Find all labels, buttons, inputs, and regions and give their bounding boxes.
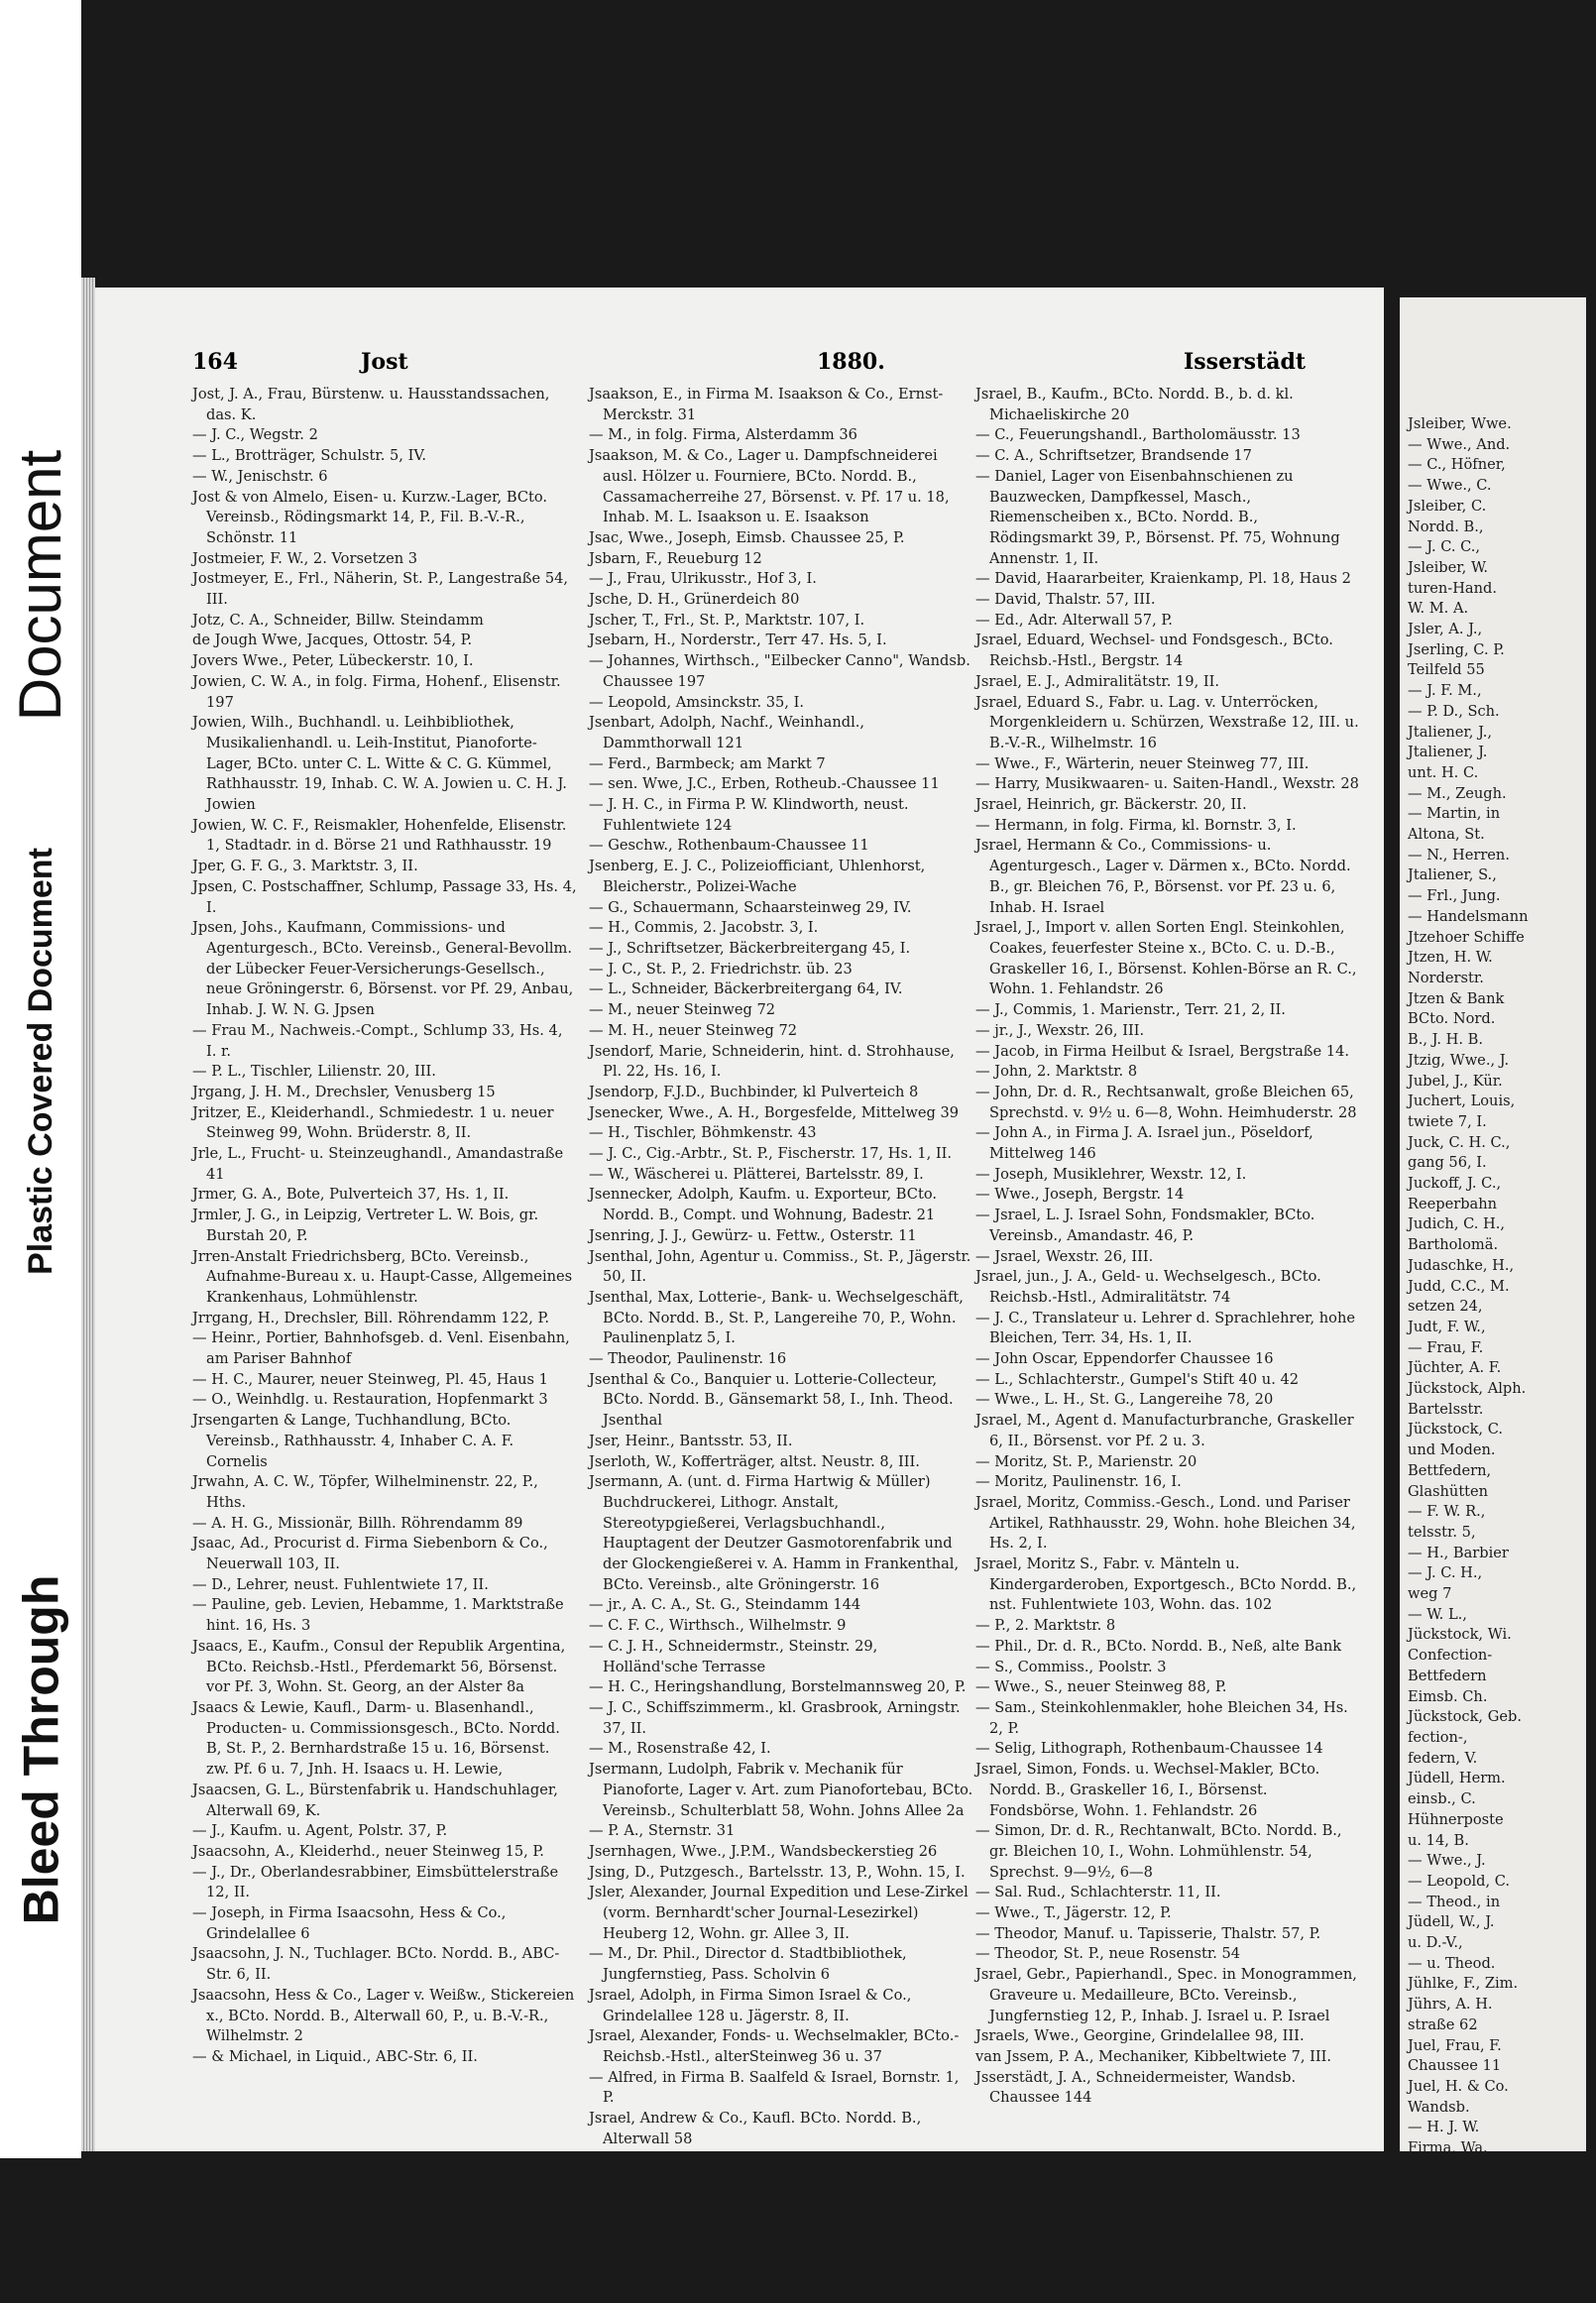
facing-page-line: twiete 7, I.: [1408, 1112, 1487, 1130]
directory-entry: — O., Weinhdlg. u. Restauration, Hopfenmarkt 3: [192, 1391, 548, 1409]
directory-entry: — M., in folg. Firma, Alsterdamm 36: [589, 426, 857, 444]
directory-entry: Jsaacsohn, J. N., Tuchlager. BCto. Nordd. B., ABC-Str. 6, II.: [192, 1945, 560, 1984]
directory-entry: Jsrael, B., Kaufm., BCto. Nordd. B., b. d. kl. Michaeliskirche 20: [975, 386, 1294, 423]
facing-page-line: Jückstock, Alph.: [1408, 1380, 1527, 1398]
facing-page-line: — Frl., Jung.: [1408, 887, 1501, 905]
directory-entry: Jpsen, C. Postschaffner, Schlump, Passage 33, Hs. 4, I.: [192, 877, 577, 916]
facing-page-line: Juck, C. H. C.,: [1408, 1133, 1511, 1151]
directory-entry: — L., Schneider, Bäckerbreitergang 64, IV.: [589, 980, 903, 998]
facing-page-line: Jührs, A. H.: [1408, 1996, 1493, 2014]
directory-entry: — sen. Wwe, J.C., Erben, Rotheub.-Chaussee 11: [589, 775, 940, 793]
facing-page-line: straße 62: [1408, 2015, 1478, 2033]
facing-page-line: Firma, Wa.: [1408, 2139, 1488, 2157]
facing-page-line: — Martin, in: [1408, 805, 1501, 823]
facing-page-line: — jun., C. J.: [1408, 2242, 1493, 2259]
facing-page-line: Jüdell, W., J.: [1408, 1913, 1495, 1931]
book-page-edges: [81, 278, 95, 2151]
directory-entry: Jowien, W. C. F., Reismakler, Hohenfelde, Elisenstr. 1, Stadtadr. in d. Börse 21 und Rathhausstr. 19: [192, 816, 567, 855]
directory-entry: — P., 2. Marktstr. 8: [975, 1617, 1116, 1635]
directory-entry: Jsenthal, Max, Lotterie-, Bank- u. Wechselgeschäft, BCto. Nordd. B., St. P., Langereihe 70, P., Wohn. Paulinenplatz 5, I.: [589, 1288, 964, 1347]
facing-page-line: — Wwe., J.: [1408, 1852, 1486, 1870]
directory-entry: — Wwe., F., Wärterin, neuer Steinweg 77, III.: [975, 754, 1310, 772]
directory-entry: — & Michael, in Liquid., ABC-Str. 6, II.: [192, 2047, 478, 2065]
directory-entry: — Phil., Dr. d. R., BCto. Nordd. B., Neß, alte Bank: [975, 1637, 1342, 1655]
directory-entry: Jowien, Wilh., Buchhandl. u. Leihbibliothek, Musikalienhandl. u. Leih-Institut, Pianoforte-Lager, BCto. unter C. L. Witte & C. G. Kümmel, Rathhausstr. 19, Inhab. C. W. A. Jowien u. C. H. J. Jowien: [192, 714, 567, 814]
facing-page-line: Jüdell, Herm.: [1408, 1770, 1506, 1787]
facing-page-line: W. M. A.: [1408, 600, 1469, 618]
directory-entry: Jrren-Anstalt Friedrichsberg, BCto. Vereinsb., Aufnahme-Bureau x. u. Haupt-Casse, Allgemeines Krankenhaus, Lohmühlenstr.: [192, 1247, 573, 1306]
directory-entry: Jsennecker, Adolph, Kaufm. u. Exporteur, BCto. Nordd. B., Compt. und Wohnung, Badestr. 21: [589, 1186, 937, 1224]
facing-page-line: Eimsb. Ch.: [1408, 1687, 1488, 1705]
facing-page-line: u. D.-V.,: [1408, 1934, 1463, 1952]
directory-entry: Jsaakson, M. & Co., Lager u. Dampfschneiderei ausl. Hölzer u. Fourniere, BCto. Nordd. B., Cassamacherreihe 27, Börsenst. v. Pf. 17 u. 18, Inhab. M. L. Isaakson u. E. Isaakson: [589, 447, 950, 526]
directory-entry: Jserloth, W., Kofferträger, altst. Neustr. 8, III.: [589, 1452, 920, 1470]
facing-page-line: — Leopold, C.: [1408, 1872, 1511, 1890]
directory-entry: — Daniel, Lager von Eisenbahnschienen zu Bauzwecken, Dampfkessel, Masch., Riemenscheiben x., BCto. Nordd. B., Rödingsmarkt 39, P., Börsenst. Pf. 75, Wohnung Annenstr. 1, II.: [975, 467, 1340, 567]
directory-entry: — Moritz, St. P., Marienstr. 20: [975, 1452, 1197, 1470]
header-year: 1880.: [817, 349, 885, 375]
facing-page-line: BCto. Nord.: [1408, 1010, 1496, 1028]
facing-page-line: Reeperbahn: [1408, 1195, 1498, 1212]
directory-entry: — Theodor, Paulinenstr. 16: [589, 1350, 787, 1368]
directory-entry: — Jacob, in Firma Heilbut & Israel, Bergstraße 14.: [975, 1042, 1350, 1060]
label-document-text: Document: [7, 449, 74, 721]
directory-entry: Jsaacs & Lewie, Kaufl., Darm- u. Blasenhandl., Producten- u. Commissionsgesch., BCto. Nordd. B, St. P., 2. Bernhardstraße 15 u. 16, Börsenst. zw. Pf. 6 u. 7, Jnh. H. Isaacs u. H. Lewie,: [192, 1699, 560, 1779]
directory-entry: — Hermann, in folg. Firma, kl. Bornstr. 3, I.: [975, 816, 1297, 834]
facing-page-lines: [1408, 414, 1596, 2303]
directory-entry: Jsenthal, John, Agentur u. Commiss., St. P., Jägerstr. 50, II.: [589, 1247, 971, 1286]
facing-page-line: — N., Herren.: [1408, 846, 1510, 864]
facing-page-line: Juchert, Louis,: [1408, 1093, 1516, 1110]
facing-page-line: Jtaliener, J.,: [1408, 723, 1493, 741]
directory-entry: — Ed., Adr. Alterwall 57, P.: [975, 611, 1173, 629]
directory-entry: Jsernhagen, Wwe., J.P.M., Wandsbeckerstieg 26: [589, 1842, 938, 1860]
facing-page-line: — H. J. W.: [1408, 2119, 1480, 2136]
directory-entry: Jsbarn, F., Reueburg 12: [589, 549, 762, 567]
directory-entry: — David, Thalstr. 57, III.: [975, 591, 1156, 609]
directory-entry: — Joseph, Musiklehrer, Wexstr. 12, I.: [975, 1165, 1247, 1183]
label-bleed-through-text: Bleed Through: [13, 1574, 69, 1925]
facing-page-line: — M., Zeugh.: [1408, 784, 1507, 802]
header-right-keyword: Isserstädt: [1184, 349, 1306, 375]
facing-page-line: — u. Theod.: [1408, 1954, 1496, 1972]
directory-entry: — J. C., St. P., 2. Friedrichstr. üb. 23: [589, 960, 853, 978]
facing-page-line: — Theod., in: [1408, 1893, 1501, 1910]
directory-entry: — C. J. H., Schneidermstr., Steinstr. 29, Holländ'sche Terrasse: [589, 1637, 878, 1675]
directory-entry: — Heinr., Portier, Bahnhofsgeb. d. Venl. Eisenbahn, am Pariser Bahnhof: [192, 1329, 570, 1368]
facing-page-line: Glashütten: [1408, 1482, 1489, 1500]
column-2: [589, 385, 973, 2149]
facing-page-line: weg 7: [1408, 1585, 1452, 1603]
directory-entry: — J. C., Schiffszimmerm., kl. Grasbrook, Arningstr. 37, II.: [589, 1699, 961, 1737]
facing-page-line: einsb., C.: [1408, 1790, 1476, 1808]
facing-page-line: — Wwe., And.: [1408, 435, 1511, 453]
facing-page-line: Bettfedern,: [1408, 1461, 1492, 1479]
directory-entry: Jsebarn, H., Norderstr., Terr 47. Hs. 5, I.: [589, 632, 887, 649]
directory-entry: — W., Jenischstr. 6: [192, 467, 328, 485]
directory-entry: — Wwe., T., Jägerstr. 12, P.: [975, 1904, 1172, 1922]
facing-page-line: Wandsb.: [1408, 2098, 1470, 2116]
directory-entry: — H. C., Maurer, neuer Steinweg, Pl. 45, Haus 1: [192, 1370, 548, 1388]
directory-entry: Jrsengarten & Lange, Tuchhandlung, BCto. Vereinsb., Rathhausstr. 4, Inhaber C. A. F. Cornelis: [192, 1412, 514, 1470]
directory-entry: — John Oscar, Eppendorfer Chaussee 16: [975, 1350, 1274, 1368]
directory-entry: — Alfred, in Firma B. Saalfeld & Israel, Bornstr. 1, P.: [589, 2068, 960, 2107]
facing-page-line: Norderstr.: [1408, 969, 1484, 986]
facing-page-line: Altona, St.: [1408, 826, 1485, 844]
facing-page-line: — H., Barbier: [1408, 1544, 1509, 1561]
directory-entry: Jsrael, Eduard S., Fabr. u. Lag. v. Unterröcken, Morgenkleidern u. Schürzen, Wexstraße 12, III. u. B.-V.-R., Wilhelmstr. 16: [975, 693, 1359, 751]
facing-page-line: und Moden.: [1408, 1441, 1496, 1459]
directory-entry: — J., Commis, 1. Marienstr., Terr. 21, 2, II.: [975, 1001, 1286, 1019]
directory-entry: — L., Schlachterstr., Gumpel's Stift 40 u. 42: [975, 1370, 1300, 1388]
directory-entry: Jsermann, A. (unt. d. Firma Hartwig & Müller) Buchdruckerei, Lithogr. Anstalt, Stereotypgießerei, Verlagsbuchhandl., Hauptagent der Deutzer Gasmotorenfabrik und der Glockengießerei v. A. Hamm in Frankenthal, BCto. Vereinsb., alte Gröningerstr. 16: [589, 1473, 960, 1593]
directory-entry: — Selig, Lithograph, Rothenbaum-Chaussee 14: [975, 1740, 1323, 1758]
directory-entry: — J., Dr., Oberlandesrabbiner, Eimsbüttelerstraße 12, II.: [192, 1863, 559, 1901]
label-bleed-through: [0, 1517, 81, 1983]
facing-page-line: Jtzen & Bank: [1408, 989, 1505, 1007]
directory-entry: — Jsrael, Wexstr. 26, III.: [975, 1247, 1154, 1265]
facing-page-line: — W. L.,: [1408, 1605, 1467, 1623]
directory-entry: — Harry, Musikwaaren- u. Saiten-Handl., Wexstr. 28: [975, 775, 1359, 793]
facing-page-line: Judaschke, H.,: [1408, 1256, 1515, 1274]
directory-entry: — Wwe., S., neuer Steinweg 88, P.: [975, 1678, 1227, 1696]
directory-entry: — J. C., Translateur u. Lehrer d. Sprachlehrer, hohe Bleichen, Terr. 34, Hs. 1, II.: [975, 1309, 1355, 1347]
facing-page-line: Juel, H. & Co.: [1408, 2077, 1509, 2095]
directory-entry: Jsing, D., Putzgesch., Bartelsstr. 13, P., Wohn. 15, I.: [589, 1863, 966, 1881]
directory-entry: — Leopold, Amsinckstr. 35, I.: [589, 693, 804, 711]
directory-entry: — J., Kaufm. u. Agent, Polstr. 37, P.: [192, 1822, 448, 1840]
directory-entry: — Theodor, St. P., neue Rosenstr. 54: [975, 1945, 1241, 1963]
directory-entry: Jsrael, Moritz S., Fabr. v. Mänteln u. Kindergarderoben, Exportgesch., BCto Nordd. B., nst. Fuhlentwiete 103, Wohn. das. 102: [975, 1555, 1357, 1614]
directory-entry: Jsenring, J. J., Gewürz- u. Fettw., Osterstr. 11: [589, 1226, 917, 1244]
facing-page-line: — P. D., Sch.: [1408, 702, 1500, 720]
facing-page-line: Jüng, J. G. Ch.: [1408, 2201, 1510, 2219]
directory-entry: Jsrael, Simon, Fonds. u. Wechsel-Makler, BCto. Nordd. B., Graskeller 16, I., Börsenst. Fondsbörse, Wohn. 1. Fehlandstr. 26: [975, 1761, 1320, 1819]
facing-page-line: telsstr. 5,: [1408, 1523, 1476, 1541]
facing-page-line: Jückstock, Wi.: [1408, 1626, 1512, 1644]
facing-page-line: Jsleiber, W.: [1408, 558, 1489, 576]
directory-entry: — Joseph, in Firma Isaacsohn, Hess & Co., Grindelallee 6: [192, 1904, 507, 1942]
directory-entry: Jsaac, Ad., Procurist d. Firma Siebenborn & Co., Neuerwall 103, II.: [192, 1535, 548, 1573]
facing-page-line: Bartelsstr.: [1408, 1400, 1484, 1418]
directory-entry: Jotz, C. A., Schneider, Billw. Steindamm: [192, 611, 484, 629]
facing-page-line: Bettfedern: [1408, 1667, 1487, 1684]
directory-entry: — David, Haararbeiter, Kraienkamp, Pl. 18, Haus 2: [975, 570, 1351, 588]
facing-page-line: Jtzen, H. W.: [1408, 949, 1493, 967]
directory-entry: Jsenberg, E. J. C., Polizeiofficiant, Uhlenhorst, Bleicherstr., Polizei-Wache: [589, 858, 926, 895]
directory-entry: Jrgang, J. H. M., Drechsler, Venusberg 15: [192, 1083, 496, 1100]
directory-entry: Jovers Wwe., Peter, Lübeckerstr. 10, I.: [192, 652, 474, 670]
facing-page-line: — C., Höfner,: [1408, 456, 1506, 474]
scan-sidebar: [0, 0, 81, 2158]
directory-entry: Jowien, C. W. A., in folg. Firma, Hohenf., Elisenstr. 197: [192, 672, 561, 711]
directory-entry: — J., Schriftsetzer, Bäckerbreitergang 45, I.: [589, 939, 911, 957]
directory-entry: Jrwahn, A. C. W., Töpfer, Wilhelminenstr. 22, P., Hths.: [192, 1473, 538, 1511]
directory-entry: — M., neuer Steinweg 72: [589, 1001, 776, 1019]
directory-entry: Jsrael, J., Import v. allen Sorten Engl. Steinkohlen, Coakes, feuerfester Steine x., BCto. C. u. D.-B., Graskeller 16, I., Börsenst. Kohlen-Börse an R. C., Wohn. 1. Fehlandstr. 26: [975, 919, 1357, 998]
directory-entry: Jrmer, G. A., Bote, Pulverteich 37, Hs. 1, II.: [192, 1186, 510, 1204]
directory-entry: Jsaacsen, G. L., Bürstenfabrik u. Handschuhlager, Alterwall 69, K.: [192, 1781, 558, 1819]
directory-entry: Jsrael, Andrew & Co., Kaufl. BCto. Nordd. B., Alterwall 58: [589, 2110, 922, 2147]
directory-entry: Jostmeyer, E., Frl., Näherin, St. P., Langestraße 54, III.: [192, 570, 569, 609]
facing-page-line: — F. A., in: [1408, 2180, 1482, 2198]
directory-entry: Jsrael, Adolph, in Firma Simon Israel & Co., Grindelallee 128 u. Jägerstr. 8, II.: [589, 1986, 912, 2024]
directory-entry: Jsac, Wwe., Joseph, Eimsb. Chaussee 25, P.: [589, 528, 905, 546]
facing-page-line: unt. H. C.: [1408, 763, 1479, 781]
facing-page-line: Jtaliener, S.,: [1408, 866, 1497, 884]
directory-entry: — jr., A. C. A., St. G., Steindamm 144: [589, 1596, 861, 1614]
directory-entry: — G., Schauermann, Schaarsteinweg 29, IV.: [589, 898, 912, 916]
directory-entry: — Sam., Steinkohlenmakler, hohe Bleichen 34, Hs. 2, P.: [975, 1699, 1348, 1737]
facing-page-line: Jückstock, C.: [1408, 1421, 1503, 1439]
directory-entry: Jsraels, Wwe., Georgine, Grindelallee 98, III.: [975, 2027, 1305, 2045]
label-plastic-covered-text: Plastic Covered Document: [21, 847, 59, 1275]
directory-entry: Jsrael, Alexander, Fonds- u. Wechselmakler, BCto.-Reichsb.-Hstl., alterSteinweg 36 u. 37: [589, 2027, 960, 2065]
directory-entry: de Jough Wwe, Jacques, Ottostr. 54, P.: [192, 632, 473, 649]
directory-entry: Jsendorf, Marie, Schneiderin, hint. d. Strohhause, Pl. 22, Hs. 16, I.: [589, 1042, 955, 1081]
directory-entry: — jr., J., Wexstr. 26, III.: [975, 1021, 1145, 1039]
facing-page-line: Teilfeld 55: [1408, 661, 1485, 679]
facing-page-line: Juel, Frau, F.: [1408, 2036, 1502, 2054]
facing-page-line: Jtzig, Wwe., J.: [1408, 1051, 1510, 1069]
facing-page-line: — J. F. M.,: [1408, 682, 1482, 700]
column-3: [975, 385, 1360, 2109]
facing-page-line: federn, V.: [1408, 1749, 1478, 1767]
directory-entry: Jsaacs, E., Kaufm., Consul der Republik Argentina, BCto. Reichsb.-Hstl., Pferdemarkt 56, Börsenst. vor Pf. 3, Wohn. St. Georg, an der Alster 8a: [192, 1637, 566, 1696]
facing-page-line: Jüngling, C., P.: [1408, 2282, 1515, 2300]
facing-page-line: Jtzehoer Schiffe: [1408, 928, 1525, 946]
directory-entry: — P. L., Tischler, Lilienstr. 20, III.: [192, 1063, 436, 1081]
facing-page-line: Jüncke, C. W.,: [1408, 2159, 1509, 2177]
directory-entry: — John A., in Firma J. A. Israel jun., Pöseldorf, Mittelweg 146: [975, 1124, 1313, 1163]
directory-entry: Jost & von Almelo, Eisen- u. Kurzw.-Lager, BCto. Vereinsb., Rödingsmarkt 14, P., Fil. B.-V.-R., Schönstr. 11: [192, 488, 548, 546]
directory-entry: — Simon, Dr. d. R., Rechtanwalt, BCto. Nordd. B., gr. Bleichen 10, I., Wohn. Lohmühlenstr. 54, Sprechst. 9—9½, 6—8: [975, 1822, 1342, 1881]
directory-entry: Jsrael, Eduard, Wechsel- und Fondsgesch., BCto. Reichsb.-Hstl., Bergstr. 14: [975, 632, 1333, 670]
facing-page-line: Hühnerposte: [1408, 1810, 1504, 1828]
facing-page-line: Jtaliener, J.: [1408, 744, 1488, 761]
directory-entry: Jrle, L., Frucht- u. Steinzeughandl., Amandastraße 41: [192, 1145, 564, 1183]
facing-page-line: B., J. H. B.: [1408, 1031, 1484, 1049]
directory-entry: Jsrael, Heinrich, gr. Bäckerstr. 20, II.: [975, 796, 1247, 814]
directory-entry: — Jsrael, L. J. Israel Sohn, Fondsmakler, BCto. Vereinsb., Amandastr. 46, P.: [975, 1207, 1315, 1244]
directory-entry: — M., Dr. Phil., Director d. Stadtbibliothek, Jungfernstieg, Pass. Scholvin 6: [589, 1945, 907, 1984]
directory-entry: — H., Commis, 2. Jacobstr. 3, I.: [589, 919, 819, 937]
facing-page-line: — J. C. C.,: [1408, 538, 1481, 556]
facing-page-line: gang 56, I.: [1408, 1154, 1487, 1172]
directory-entry: Jsenthal & Co., Banquier u. Lotterie-Collecteur, BCto. Nordd. B., Gänsemarkt 58, I., Inh. Theod. Jsenthal: [589, 1370, 954, 1430]
directory-entry: Jsrael, Gebr., Papierhandl., Spec. in Monogrammen, Graveure u. Medailleure, BCto. Vereinsb., Jungfernstieg 12, P., Inhab. J. Israel u. P. Israel: [975, 1966, 1357, 2024]
facing-page-line: hof 22: [1408, 2262, 1454, 2280]
directory-entry: Jsrael, jun., J. A., Geld- u. Wechselgesch., BCto. Reichsb.-Hstl., Admiralitätstr. 74: [975, 1268, 1321, 1306]
facing-page-line: turen-Hand.: [1408, 579, 1498, 597]
facing-page-line: — Wwe., C.: [1408, 477, 1492, 495]
directory-entry: — M., Rosenstraße 42, I.: [589, 1740, 771, 1758]
facing-page-line: setzen 24,: [1408, 1298, 1483, 1316]
directory-entry: — S., Commiss., Poolstr. 3: [975, 1658, 1167, 1675]
directory-entry: — M. H., neuer Steinweg 72: [589, 1021, 798, 1039]
facing-page-line: Bartholomä.: [1408, 1236, 1499, 1254]
directory-entry: — P. A., Sternstr. 31: [589, 1822, 736, 1840]
facing-page-line: Judich, C. H.,: [1408, 1215, 1506, 1233]
directory-entry: — J. H. C., in Firma P. W. Klindworth, neust. Fuhlentwiete 124: [589, 796, 909, 834]
directory-entry: — D., Lehrer, neust. Fuhlentwiete 17, II.: [192, 1575, 489, 1593]
directory-entry: Jostmeier, F. W., 2. Vorsetzen 3: [192, 549, 418, 567]
directory-entry: — Theodor, Manuf. u. Tapisserie, Thalstr. 57, P.: [975, 1924, 1321, 1942]
header-left-keyword: Jost: [361, 349, 408, 375]
directory-entry: Jsendorp, F.J.D., Buchbinder, kl Pulverteich 8: [589, 1083, 919, 1100]
directory-entry: Jsserstädt, J. A., Schneidermeister, Wandsb. Chaussee 144: [975, 2068, 1297, 2107]
directory-entry: Jsaakson, E., in Firma M. Isaakson & Co., Ernst-Merckstr. 31: [589, 386, 944, 423]
column-1: [192, 385, 577, 2068]
facing-page-line: Jubel, J., Kür.: [1408, 1072, 1503, 1090]
directory-entry: Jritzer, E., Kleiderhandl., Schmiedestr. 1 u. neuer Steinweg 99, Wohn. Brüderstr. 8, II.: [192, 1103, 554, 1142]
facing-page-line: Jsleiber, C.: [1408, 497, 1487, 515]
directory-entry: — John, Dr. d. R., Rechtsanwalt, große Bleichen 65, Sprechstd. v. 9½ u. 6—8, Wohn. Heimhuderstr. 28: [975, 1083, 1357, 1121]
directory-entry: Jsrael, Hermann & Co., Commissions- u. Agenturgesch., Lager v. Därmen x., BCto. Nordd. B., gr. Bleichen 76, P., Börsenst. vor Pf. 23 u. 6, Inhab. H. Israel: [975, 837, 1351, 916]
facing-page-line: Jünger, August: [1408, 2221, 1517, 2239]
facing-page-line: Judd, C.C., M.: [1408, 1277, 1510, 1295]
directory-entry: Jost, J. A., Frau, Bürstenw. u. Hausstandssachen, das. K.: [192, 386, 550, 423]
directory-entry: van Jssem, P. A., Mechaniker, Kibbeltwiete 7, III.: [975, 2047, 1332, 2065]
directory-entry: — Sal. Rud., Schlachterstr. 11, II.: [975, 1884, 1221, 1901]
directory-entry: Jpsen, Johs., Kaufmann, Commissions- und Agenturgesch., BCto. Vereinsb., General-Bevollm. der Lübecker Feuer-Versicherungs-Gesellsch., neue Gröningerstr. 6, Börsenst. vor Pf. 29, Anbau, Inhab. J. W. N. G. Jpsen: [192, 919, 574, 1019]
directory-entry: Jscher, T., Frl., St. P., Marktstr. 107, I.: [589, 611, 865, 629]
directory-entry: Jsenecker, Wwe., A. H., Borgesfelde, Mittelweg 39: [589, 1103, 960, 1121]
directory-entry: — Moritz, Paulinenstr. 16, I.: [975, 1473, 1182, 1491]
facing-page-line: — J. C. H.,: [1408, 1564, 1483, 1582]
facing-page-line: u. 14, B.: [1408, 1831, 1469, 1849]
page-number: 164: [192, 349, 238, 375]
directory-entry: — H. C., Heringshandlung, Borstelmannsweg 20, P.: [589, 1678, 967, 1696]
directory-entry: — Pauline, geb. Levien, Hebamme, 1. Marktstraße hint. 16, Hs. 3: [192, 1596, 564, 1635]
facing-page-line: Juckoff, J. C.,: [1408, 1175, 1502, 1193]
directory-entry: Jsaacsohn, A., Kleiderhd., neuer Steinweg 15, P.: [192, 1842, 544, 1860]
facing-page-line: Jückstock, Geb.: [1408, 1708, 1522, 1726]
directory-entry: Jsrael, E. J., Admiralitätstr. 19, II.: [975, 672, 1220, 690]
facing-page-line: Jserling, C. P.: [1408, 640, 1505, 658]
directory-entry: Jrmler, J. G., in Leipzig, Vertreter L. W. Bois, gr. Burstah 20, P.: [192, 1207, 539, 1244]
directory-entry: — A. H. G., Missionär, Billh. Röhrendamm 89: [192, 1514, 523, 1532]
facing-page-line: Jsler, A. J.,: [1408, 621, 1483, 638]
facing-page-line: — F. W. R.,: [1408, 1503, 1486, 1521]
facing-page-line: Jüchter, A. F.: [1408, 1359, 1502, 1377]
facing-page-line: Confection-: [1408, 1647, 1493, 1665]
directory-entry: — Wwe., Joseph, Bergstr. 14: [975, 1186, 1185, 1204]
facing-page-line: — Handelsmann: [1408, 907, 1529, 925]
directory-entry: Jsermann, Ludolph, Fabrik v. Mechanik für Pianoforte, Lager v. Art. zum Pianofortebau, BCto. Vereinsb., Schulterblatt 58, Wohn. Johns Allee 2a: [589, 1761, 973, 1819]
directory-entry: — John, 2. Marktstr. 8: [975, 1063, 1138, 1081]
page-header: [192, 349, 1332, 383]
directory-entry: — J. C., Wegstr. 2: [192, 426, 318, 444]
directory-entry: — C. A., Schriftsetzer, Brandsende 17: [975, 447, 1252, 465]
directory-entry: Jsrael, M., Agent d. Manufacturbranche, Graskeller 6, II., Börsenst. vor Pf. 2 u. 3.: [975, 1412, 1354, 1449]
directory-entry: Jsler, Alexander, Journal Expedition und Lese-Zirkel (vorm. Bernhardt'scher Journal-Lesezirkel) Heuberg 12, Wohn. gr. Allee 3, II.: [589, 1884, 969, 1942]
directory-entry: Jsenbart, Adolph, Nachf., Weinhandl., Dammthorwall 121: [589, 714, 865, 751]
facing-page-line: Judt, F. W.,: [1408, 1318, 1486, 1335]
directory-entry: — J. C., Cig.-Arbtr., St. P., Fischerstr. 17, Hs. 1, II.: [589, 1145, 953, 1163]
facing-page-line: Nordd. B.,: [1408, 518, 1484, 535]
directory-entry: Jsaacsohn, Hess & Co., Lager v. Weißw., Stickereien x., BCto. Nordd. B., Alterwall 60, P., u. B.-V.-R., Wilhelmstr. 2: [192, 1986, 575, 2045]
directory-entry: Jrrgang, H., Drechsler, Bill. Röhrendamm 122, P.: [192, 1309, 550, 1326]
directory-entry: — Wwe., L. H., St. G., Langereihe 78, 20: [975, 1391, 1274, 1409]
directory-entry: — C. F. C., Wirthsch., Wilhelmstr. 9: [589, 1617, 847, 1635]
directory-entry: — Johannes, Wirthsch., "Eilbecker Canno", Wandsb. Chaussee 197: [589, 652, 970, 690]
directory-entry: — Geschw., Rothenbaum-Chaussee 11: [589, 837, 869, 855]
directory-entry: Jsrael, Moritz, Commiss.-Gesch., Lond. und Pariser Artikel, Rathhausstr. 29, Wohn. hohe Bleichen 34, Hs. 2, I.: [975, 1493, 1356, 1553]
directory-entry: — Frau M., Nachweis.-Compt., Schlump 33, Hs. 4, I. r.: [192, 1021, 563, 1060]
directory-entry: — L., Brotträger, Schulstr. 5, IV.: [192, 447, 426, 465]
directory-entry: — C., Feuerungshandl., Bartholomäusstr. 13: [975, 426, 1301, 444]
facing-page-fragment: [1400, 297, 1586, 2300]
facing-page-line: Jsleiber, Wwe.: [1408, 415, 1512, 432]
facing-page-line: — Frau, F.: [1408, 1338, 1484, 1356]
directory-entry: Jser, Heinr., Bantsstr. 53, II.: [589, 1432, 793, 1449]
directory-entry: Jsche, D. H., Grünerdeich 80: [589, 591, 800, 609]
directory-entry: — W., Wäscherei u. Plätterei, Bartelsstr. 89, I.: [589, 1165, 924, 1183]
directory-entry: — H., Tischler, Böhmkenstr. 43: [589, 1124, 817, 1142]
directory-entry: Jper, G. F. G., 3. Marktstr. 3, II.: [192, 858, 418, 875]
directory-entry: — Ferd., Barmbeck; am Markt 7: [589, 754, 826, 772]
facing-page-line: Jühlke, F., Zim.: [1408, 1975, 1519, 1993]
directory-entry: — J., Frau, Ulrikusstr., Hof 3, I.: [589, 570, 817, 588]
facing-page-line: Chaussee 11: [1408, 2057, 1502, 2075]
facing-page-line: fection-,: [1408, 1729, 1468, 1746]
label-document: [0, 416, 81, 753]
label-plastic-covered: [0, 783, 81, 1338]
directory-page: [95, 288, 1384, 2151]
